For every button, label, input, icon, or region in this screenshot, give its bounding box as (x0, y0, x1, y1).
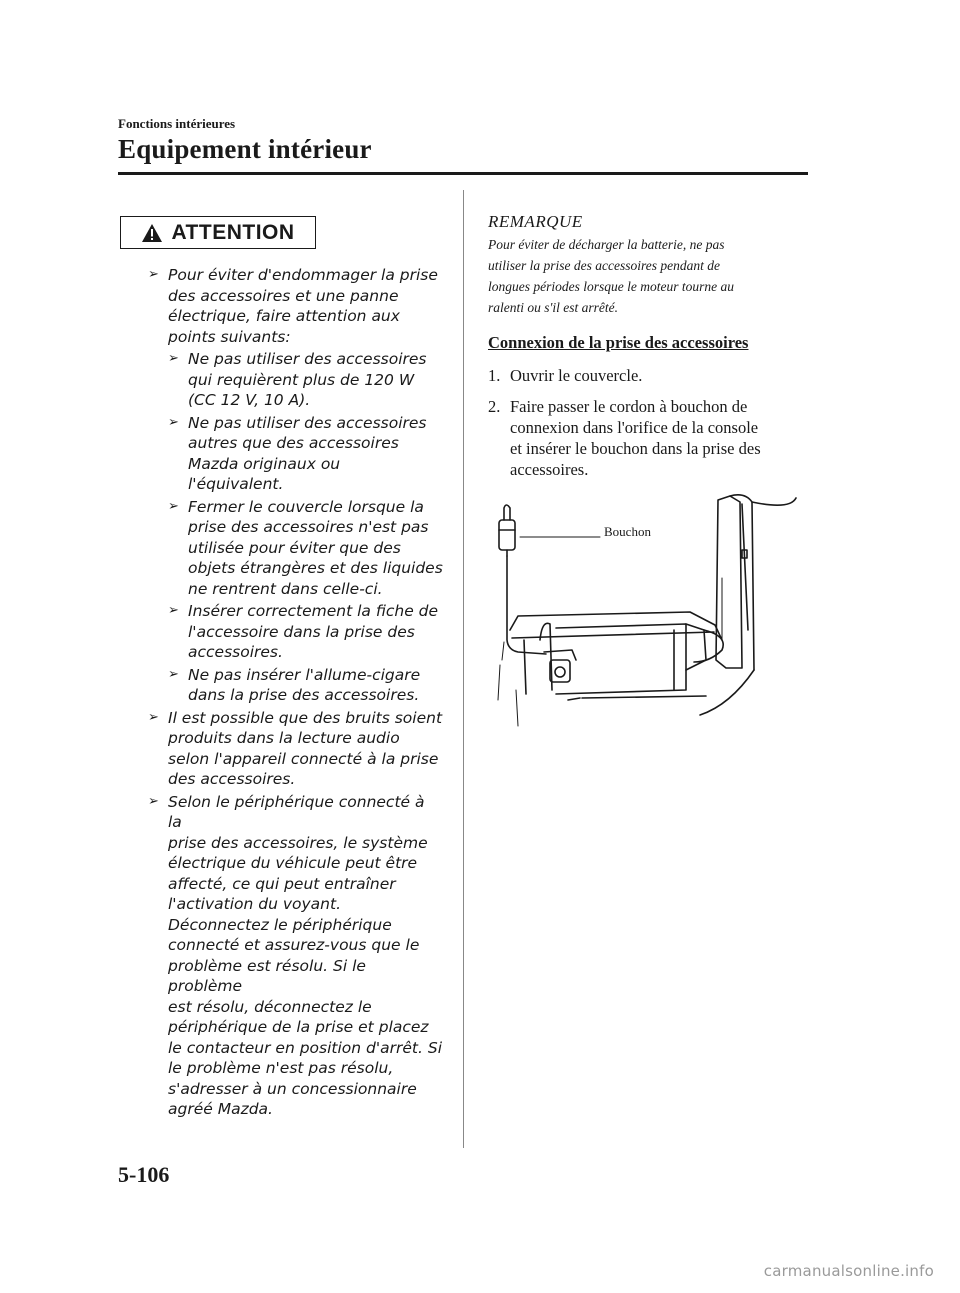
arrow-bullet-icon: ➢ (168, 498, 179, 514)
note-body: Pour éviter de décharger la batterie, ne pas utiliser la prise des accessoires pendant de longues périodes lorsque le moteur tourne au ralenti ou s'il est arrêté. (488, 237, 734, 315)
attention-item-text: Ne pas insérer l'allume-cigare dans la prise des accessoires. (188, 665, 421, 704)
attention-item (118, 265, 443, 347)
arrow-bullet-icon: ➢ (168, 603, 179, 618)
attention-item-text: Selon le périphérique connecté à la prise des accessoires, le système électrique du véhicule peut être affecté, ce qui peut entraîner l'activation du voyant. Déconnectez le périphérique connecté et assurez-vous que le problème est résolu. Si le problème est résolu, déconnectez le périphérique de la prise et placez le contacteur en position d'arrêt. Si le problème n'est pas résolu, s'adresser à un concessionnaire agréé Mazda. (168, 792, 442, 1118)
arrow-bullet-icon: ➢ (148, 267, 159, 282)
attention-box (120, 216, 316, 249)
page-number: 5-106 (118, 1162, 170, 1187)
attention-subitem (118, 413, 443, 495)
attention-subitem (118, 601, 443, 663)
arrow-bullet-icon: ➢ (148, 793, 159, 809)
attention-item-text: Ne pas utiliser des accessoires qui requièrent plus de 120 W (CC 12 V, 10 A). (188, 350, 427, 409)
section-label: Fonctions intérieures (118, 116, 236, 131)
connection-heading: Connexion de la prise des accessoires (488, 333, 749, 352)
steps-list (488, 365, 808, 480)
figure-callout-label: Bouchon (604, 524, 651, 539)
attention-section (118, 216, 443, 1122)
arrow-bullet-icon: ➢ (148, 709, 159, 725)
attention-item (118, 792, 443, 1120)
attention-item-text: Insérer correctement la fiche de l'accessoire dans la prise des accessoires. (188, 602, 439, 661)
attention-label: ATTENTION (171, 220, 295, 244)
step-number: 1. (488, 366, 501, 385)
step-item (488, 396, 808, 480)
arrow-bullet-icon: ➢ (168, 351, 179, 366)
step-number: 2. (488, 397, 501, 416)
watermark-text: carmanualsonline.info (763, 1262, 934, 1280)
warning-triangle-icon (141, 223, 163, 243)
attention-item-text: Fermer le couvercle lorsque la prise des accessoires n'est pas utilisée pour éviter que des objets étrangères et des liquides ne rentrent dans celle-ci. (188, 497, 443, 598)
arrow-bullet-icon: ➢ (168, 666, 179, 682)
attention-item-text: Pour éviter d'endommager la prise des accessoires et une panne électrique, faire attention aux points suivants: (168, 266, 438, 346)
attention-item-text: Ne pas utiliser des accessoires autres que des accessoires Mazda originaux ou l'équivalent. (188, 413, 427, 493)
arrow-bullet-icon: ➢ (168, 414, 179, 430)
step-item (488, 365, 808, 386)
attention-item (118, 708, 443, 790)
attention-subitem (118, 497, 443, 600)
attention-list (118, 265, 443, 1120)
attention-item-text: Il est possible que des bruits soient produits dans la lecture audio selon l'appareil connecté à la prise des accessoires. (168, 708, 443, 788)
note-heading: REMARQUE (488, 212, 583, 231)
step-text: Faire passer le cordon à bouchon de connexion dans l'orifice de la console et insérer le bouchon dans la prise des accessoires. (510, 397, 761, 479)
attention-subitem (118, 665, 443, 706)
step-text: Ouvrir le couvercle. (510, 366, 643, 385)
title-rule (118, 172, 808, 175)
column-divider (463, 190, 464, 1148)
attention-subitem (118, 349, 443, 411)
right-column (488, 212, 808, 490)
page-title: Equipement intérieur (118, 134, 372, 164)
